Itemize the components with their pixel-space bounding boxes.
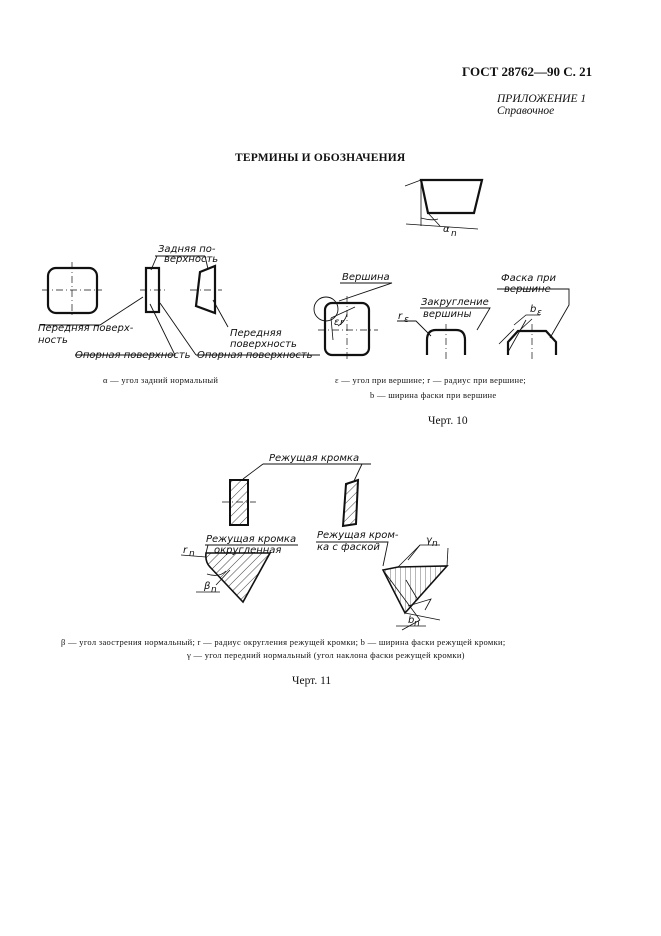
appendix-label: ПРИЛОЖЕНИЕ 1 — [497, 93, 587, 105]
label-r-eps: r — [398, 311, 403, 322]
label-alpha-sub: n — [451, 229, 457, 239]
caption-10-left: α — угол задний нормальный — [103, 375, 219, 385]
label-chamfer-1: Фаска при — [501, 273, 556, 284]
reference-label: Справочное — [497, 105, 555, 117]
chert-11: Черт. 11 — [292, 675, 332, 687]
caption-11-line-1: β — угол заострения нормальный; r — радиус округления режущей кромки; b — ширина фаски режущей кромки; — [61, 637, 506, 647]
label-front-surface-left-2: ность — [38, 335, 68, 346]
label-chamfered-2: ка с фаской — [317, 542, 380, 553]
label-back-surface-1: Задняя по- — [158, 244, 216, 255]
gost-header: ГОСТ 28762—90 С. 21 — [462, 64, 593, 79]
label-support-surface-right: Опорная поверхность — [197, 350, 313, 361]
label-gamma-n: γ — [426, 535, 432, 546]
label-chamfered-1: Режущая кром- — [317, 530, 399, 541]
blade-parallelogram-section — [343, 480, 358, 526]
chert-10: Черт. 10 — [428, 415, 468, 427]
label-rounded-2: округленная — [214, 545, 282, 556]
label-cutting-edge: Режущая кромка — [269, 453, 360, 464]
label-front-surface-right-1: Передняя — [230, 328, 282, 339]
label-r-n-sub: n — [189, 549, 195, 559]
label-chamfer-2: вершине — [504, 284, 551, 295]
caption-10-right-2: b — ширина фаски при вершине — [370, 390, 497, 400]
label-rounding-1: Закругление — [421, 297, 489, 308]
label-front-surface-right-2: поверхность — [230, 339, 297, 350]
label-b-n-sub: n — [414, 619, 420, 629]
blade-rect-section — [230, 480, 248, 525]
label-r-eps-sub: ε — [404, 315, 409, 325]
label-b-eps: b — [530, 304, 537, 315]
label-b-eps-sub: ε — [537, 308, 542, 318]
label-alpha: α — [443, 224, 450, 235]
label-epsilon-sub: r — [340, 318, 344, 328]
label-b-n: b — [408, 615, 415, 626]
label-vertex: Вершина — [342, 272, 390, 283]
label-gamma-n-sub: n — [432, 539, 438, 549]
page-title: ТЕРМИНЫ И ОБОЗНАЧЕНИЯ — [235, 152, 406, 164]
label-rounded-1: Режущая кромка — [206, 534, 297, 545]
label-front-surface-left-1: Передняя поверх- — [38, 323, 134, 334]
label-back-surface-2: верхность — [164, 254, 219, 265]
label-r-n: r — [183, 545, 188, 556]
caption-11-line-2: γ — угол передний нормальный (угол наклона фаски режущей кромки) — [187, 650, 465, 660]
chamfered-edge-section — [383, 566, 447, 613]
label-beta-n: β — [204, 581, 211, 592]
label-support-surface-left: Опорная поверхность — [75, 350, 191, 361]
label-rounding-2: вершины — [423, 309, 472, 320]
label-epsilon: ε — [334, 317, 340, 328]
label-beta-n-sub: n — [211, 585, 217, 595]
caption-10-right-1: ε — угол при вершине; r — радиус при вершине; — [335, 375, 527, 385]
